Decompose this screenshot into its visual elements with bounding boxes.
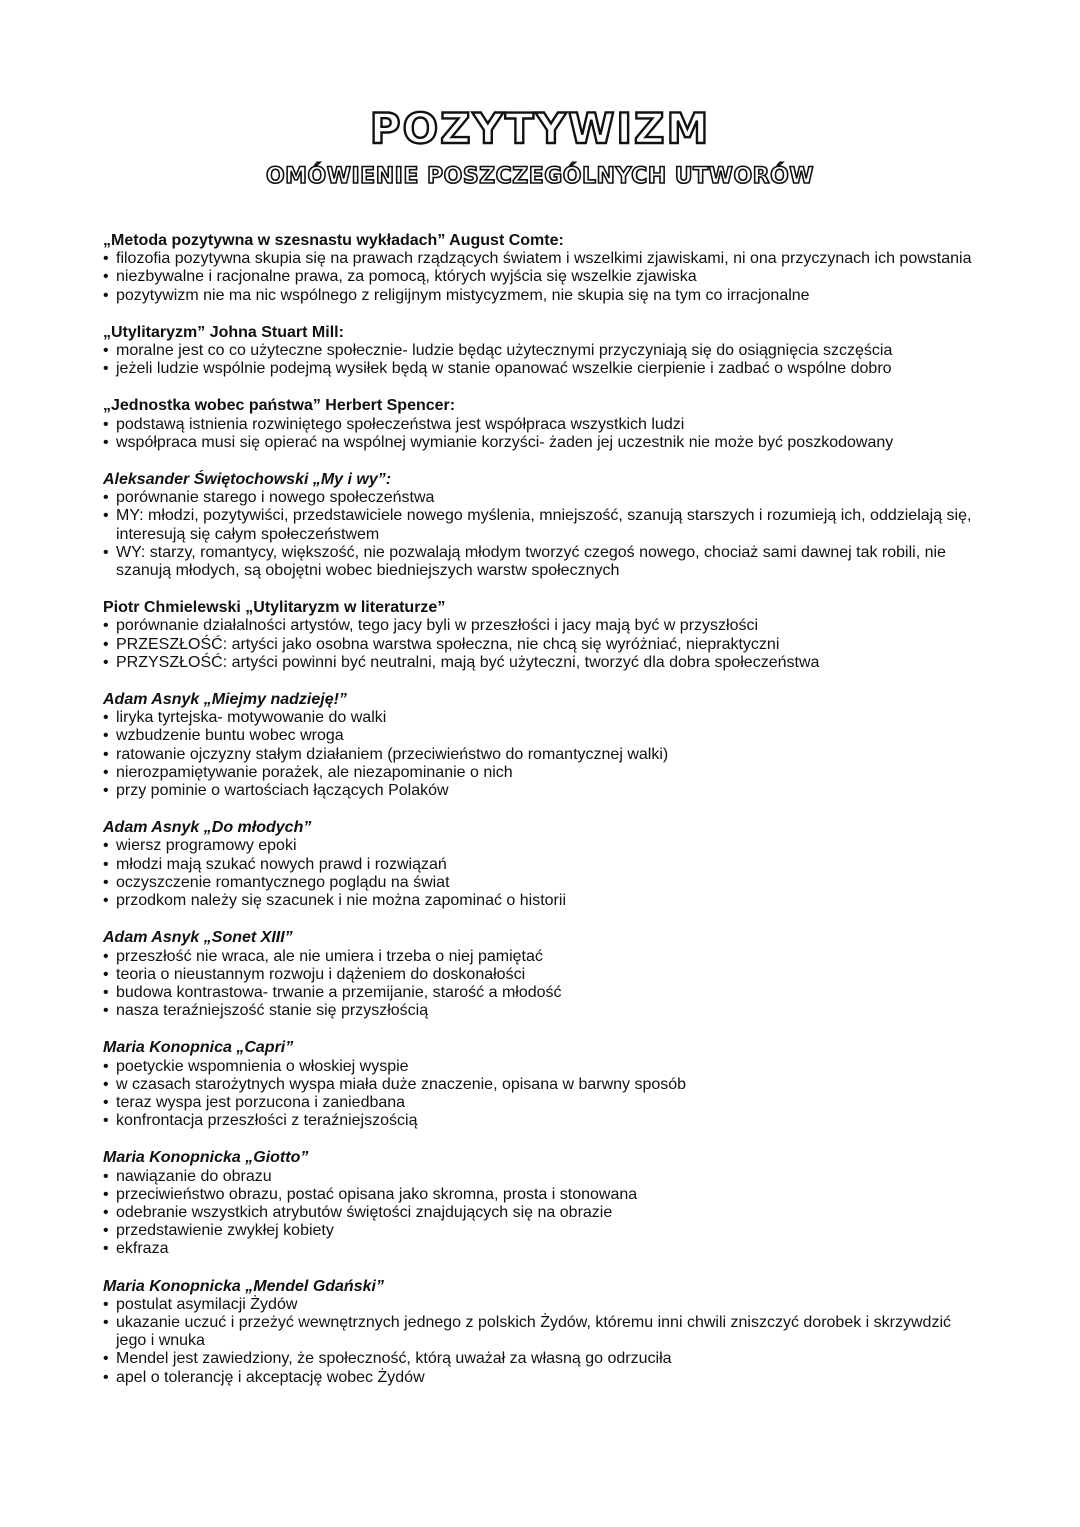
list-item: • przodkom należy się szacunek i nie można zapominać o historii xyxy=(103,892,983,910)
list-item: • przy pominie o wartościach łączących Polaków xyxy=(103,782,983,800)
bullet-list xyxy=(103,250,983,305)
list-item: • pozytywizm nie ma nic wspólnego z religijnym mistycyzmem, nie skupia się na tym co irracjonalne xyxy=(103,287,983,305)
work-section xyxy=(103,1278,983,1387)
list-item: • przeciwieństwo obrazu, postać opisana jako skromna, prosta i stonowana xyxy=(103,1186,983,1204)
bullet-list xyxy=(103,709,983,800)
bullet-list xyxy=(103,342,983,378)
section-heading: Maria Konopnicka „Giotto” xyxy=(103,1149,309,1167)
section-heading: Adam Asnyk „Sonet XIII” xyxy=(103,929,293,947)
page-title: POZYTYWIZM xyxy=(369,104,711,153)
work-section xyxy=(103,232,983,305)
section-heading: „Metoda pozytywna w szesnastu wykładach” August Comte: xyxy=(103,232,564,249)
work-section xyxy=(103,819,983,910)
page-subtitle: OMÓWIENIE POSZCZEGÓLNYCH UTWORÓW xyxy=(265,164,815,189)
list-item: • PRZESZŁOŚĆ: artyści jako osobna warstwa społeczna, nie chcą się wyróżniać, niepraktyczni xyxy=(103,636,983,654)
bullet-list xyxy=(103,1058,983,1131)
list-item: • MY: młodzi, pozytywiści, przedstawiciele nowego myślenia, mniejszość, szanują starszych i rozumieją ich, oddzielają się, interesują się całym społeczeństwem xyxy=(103,507,983,543)
list-item: • filozofia pozytywna skupia się na prawach rządzących światem i wszelkimi zjawiskami, ni ona przyczynach ich powstania xyxy=(103,250,983,268)
list-item: • podstawą istnienia rozwiniętego społeczeństwa jest współpraca wszystkich ludzi xyxy=(103,416,983,434)
list-item: • PRZYSZŁOŚĆ: artyści powinni być neutralni, mają być użyteczni, tworzyć dla dobra społeczeństwa xyxy=(103,654,983,672)
list-item: • ekfraza xyxy=(103,1240,983,1258)
list-item: • postulat asymilacji Żydów xyxy=(103,1296,983,1314)
list-item: • apel o tolerancję i akceptację wobec Żydów xyxy=(103,1369,983,1387)
list-item: • nasza teraźniejszość stanie się przyszłością xyxy=(103,1002,983,1020)
list-item: • nierozpamiętywanie porażek, ale niezapominanie o nich xyxy=(103,764,983,782)
list-item: • oczyszczenie romantycznego poglądu na świat xyxy=(103,874,983,892)
list-item: • wiersz programowy epoki xyxy=(103,837,983,855)
list-item: • teraz wyspa jest porzucona i zaniedbana xyxy=(103,1094,983,1112)
list-item: • jeżeli ludzie wspólnie podejmą wysiłek będą w stanie opanować wszelkie cierpienie i zadbać o wspólne dobro xyxy=(103,360,983,378)
work-section xyxy=(103,1149,983,1258)
work-section xyxy=(103,929,983,1020)
bullet-list xyxy=(103,489,983,580)
list-item: • współpraca musi się opierać na wspólnej wymianie korzyści- żaden jej uczestnik nie może być poszkodowany xyxy=(103,434,983,452)
bullet-list xyxy=(103,1296,983,1387)
list-item: • ukazanie uczuć i przeżyć wewnętrznych jednego z polskich Żydów, któremu inni chwili zniszczyć dorobek i skrzywdzić jego i wnuka xyxy=(103,1314,983,1350)
section-heading: Adam Asnyk „Do młodych” xyxy=(103,819,312,837)
section-heading: Aleksander Świętochowski „My i wy”: xyxy=(103,471,392,489)
list-item: • konfrontacja przeszłości z teraźniejszością xyxy=(103,1112,983,1130)
list-item: • przeszłość nie wraca, ale nie umiera i trzeba o niej pamiętać xyxy=(103,948,983,966)
bullet-list xyxy=(103,617,983,672)
section-heading: Maria Konopnicka „Mendel Gdański” xyxy=(103,1277,384,1295)
section-heading: „Utylitaryzm” Johna Stuart Mill: xyxy=(103,323,344,341)
list-item: • moralne jest co co użyteczne społecznie- ludzie będąc użytecznymi przyczyniają się do osiągnięcia szczęścia xyxy=(103,342,983,360)
work-section xyxy=(103,691,983,800)
document-body xyxy=(103,232,983,1406)
work-section xyxy=(103,599,983,672)
list-item: • WY: starzy, romantycy, większość, nie pozwalają młodym tworzyć czegoś nowego, chociaż sami dawnej tak robili, nie szanują młodych, są obojętni wobec biedniejszych warstw społecznych xyxy=(103,544,983,580)
list-item: • w czasach starożytnych wyspa miała duże znaczenie, opisana w barwny sposób xyxy=(103,1076,983,1094)
bullet-list xyxy=(103,416,983,452)
bullet-list xyxy=(103,1168,983,1259)
list-item: • przedstawienie zwykłej kobiety xyxy=(103,1222,983,1240)
work-section xyxy=(103,324,983,379)
section-heading: Piotr Chmielewski „Utylitaryzm w literaturze” xyxy=(103,599,446,617)
section-heading: Maria Konopnica „Capri” xyxy=(103,1039,294,1057)
list-item: • niezbywalne i racjonalne prawa, za pomocą, których wyjścia się wszelkie zjawiska xyxy=(103,268,983,286)
list-item: • liryka tyrtejska- motywowanie do walki xyxy=(103,709,983,727)
list-item: • nawiązanie do obrazu xyxy=(103,1168,983,1186)
list-item: • odebranie wszystkich atrybutów świętości znajdujących się na obrazie xyxy=(103,1204,983,1222)
work-section xyxy=(103,1039,983,1130)
bullet-list xyxy=(103,837,983,910)
list-item: • teoria o nieustannym rozwoju i dążeniem do doskonałości xyxy=(103,966,983,984)
section-heading: Adam Asnyk „Miejmy nadzieję!” xyxy=(103,691,347,709)
list-item: • Mendel jest zawiedziony, że społeczność, którą uważał za własną go odrzuciła xyxy=(103,1350,983,1368)
list-item: • ratowanie ojczyzny stałym działaniem (przeciwieństwo do romantycznej walki) xyxy=(103,746,983,764)
work-section xyxy=(103,397,983,452)
work-section xyxy=(103,471,983,580)
section-heading: „Jednostka wobec państwa” Herbert Spencer: xyxy=(103,397,456,415)
bullet-list xyxy=(103,948,983,1021)
list-item: • wzbudzenie buntu wobec wroga xyxy=(103,727,983,745)
list-item: • poetyckie wspomnienia o włoskiej wyspie xyxy=(103,1058,983,1076)
list-item: • porównanie działalności artystów, tego jacy byli w przeszłości i jacy mają być w przyszłości xyxy=(103,617,983,635)
list-item: • młodzi mają szukać nowych prawd i rozwiązań xyxy=(103,856,983,874)
list-item: • porównanie starego i nowego społeczeństwa xyxy=(103,489,983,507)
list-item: • budowa kontrastowa- trwanie a przemijanie, starość a młodość xyxy=(103,984,983,1002)
